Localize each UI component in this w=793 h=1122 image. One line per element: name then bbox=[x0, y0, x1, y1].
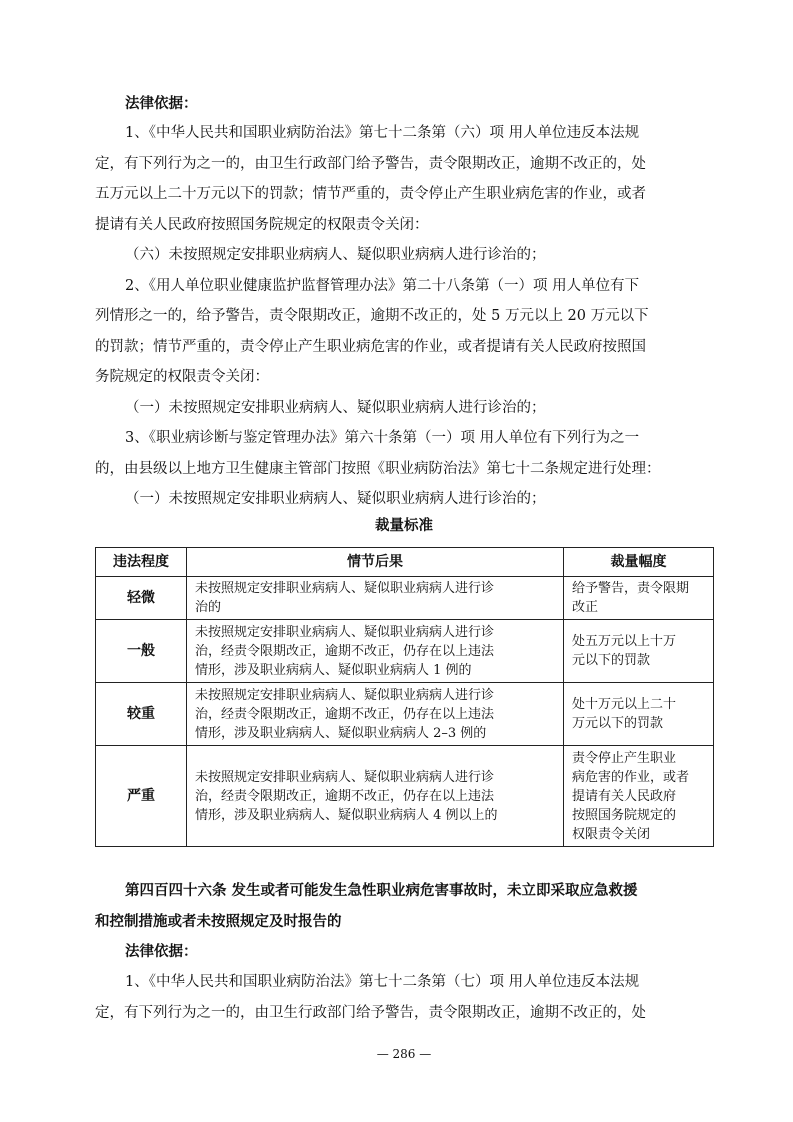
cell-line: 未按照规定安排职业病病人、疑似职业病病人进行诊 bbox=[195, 624, 495, 640]
cell-line: 元以下的罚款 bbox=[572, 653, 651, 668]
cell-line: 情形，涉及职业病病人、疑似职业病病人 4 例以上的 bbox=[195, 807, 498, 823]
paragraph-line: 的，由县级以上地方卫生健康主管部门按照《职业病防治法》第七十二条规定进行处理： bbox=[95, 460, 661, 477]
cell-line: 处十万元以上二十 bbox=[572, 697, 677, 712]
article-title-line: 第四百四十六条 发生或者可能发生急性职业病危害事故时，未立即采取应急救援 bbox=[125, 883, 638, 899]
header-violation-level: 违法程度 bbox=[96, 548, 187, 577]
paragraph-line: 1、《中华人民共和国职业病防治法》第七十二条第（六）项 用人单位违反本法规 bbox=[125, 125, 640, 141]
table-row bbox=[96, 746, 714, 847]
cell-line: 病危害的作业，或者 bbox=[572, 769, 690, 785]
article-title bbox=[95, 876, 638, 937]
discretion-standard-table bbox=[95, 547, 714, 847]
cell-line: 权限责令关闭 bbox=[572, 826, 651, 842]
cell-line: 情形，涉及职业病病人、疑似职业病病人 2–3 例的 bbox=[195, 725, 487, 741]
cell-line: 给予警告，责令限期 bbox=[572, 581, 690, 596]
cell-line: 情形，涉及职业病病人、疑似职业病病人 1 例的 bbox=[195, 662, 472, 678]
paragraph-line: （一）未按照规定安排职业病病人、疑似职业病病人进行诊治的； bbox=[125, 491, 546, 507]
paragraph-line: 提请有关人民政府按照国务院规定的权限责令关闭： bbox=[95, 216, 429, 233]
table-row bbox=[96, 577, 714, 620]
circumstance-cell bbox=[187, 746, 564, 847]
circumstance-cell bbox=[187, 683, 564, 746]
paragraph-line: 五万元以上二十万元以下的罚款；情节严重的，责令停止产生职业病危害的作业，或者 bbox=[95, 186, 646, 202]
cell-line: 治，经责令限期改正，逾期不改正，仍存在以上违法 bbox=[195, 643, 495, 659]
paragraph-line: 2、《用人单位职业健康监护监督管理办法》第二十八条第（一）项 用人单位有下 bbox=[125, 277, 640, 294]
cell-line: 按照国务院规定的 bbox=[572, 807, 677, 823]
cell-line: 未按照规定安排职业病病人、疑似职业病病人进行诊 bbox=[195, 581, 495, 596]
level-cell: 轻微 bbox=[96, 577, 187, 620]
cell-line: 万元以下的罚款 bbox=[572, 716, 664, 731]
legal-basis-body bbox=[95, 967, 646, 1028]
article-title-line: 和控制措施或者未按照规定及时报告的 bbox=[95, 913, 342, 930]
paragraph-line: 1、《中华人民共和国职业病防治法》第七十二条第（七）项 用人单位违反本法规 bbox=[125, 974, 640, 990]
paragraph-line: 的罚款；情节严重的，责令停止产生职业病危害的作业，或者提请有关人民政府按照国 bbox=[95, 338, 646, 355]
page-number: — 286 — bbox=[376, 1047, 432, 1061]
penalty-cell bbox=[564, 577, 714, 620]
cell-line: 未按照规定安排职业病病人、疑似职业病病人进行诊 bbox=[195, 769, 495, 785]
cell-line: 未按照规定安排职业病病人、疑似职业病病人进行诊 bbox=[195, 687, 495, 703]
circumstance-cell bbox=[187, 620, 564, 683]
paragraph-line: （六）未按照规定安排职业病病人、疑似职业病病人进行诊治的； bbox=[125, 247, 546, 263]
penalty-cell bbox=[564, 620, 714, 683]
level-cell: 严重 bbox=[96, 746, 187, 847]
paragraph-line: （一）未按照规定安排职业病病人、疑似职业病病人进行诊治的； bbox=[125, 399, 546, 416]
table-title: 裁量标准 bbox=[375, 518, 433, 534]
cell-line: 处五万元以上十万 bbox=[572, 634, 677, 649]
paragraph-line: 定，有下列行为之一的，由卫生行政部门给予警告，责令限期改正，逾期不改正的，处 bbox=[95, 155, 646, 172]
penalty-cell bbox=[564, 683, 714, 746]
level-cell: 一般 bbox=[96, 620, 187, 683]
level-cell: 较重 bbox=[96, 683, 187, 746]
cell-line: 治，经责令限期改正，逾期不改正，仍存在以上违法 bbox=[195, 788, 495, 804]
legal-basis-heading: 法律依据： bbox=[125, 944, 198, 960]
table-row bbox=[96, 620, 714, 683]
legal-basis-heading: 法律依据： bbox=[125, 96, 198, 112]
cell-line: 治，经责令限期改正，逾期不改正，仍存在以上违法 bbox=[195, 706, 495, 722]
penalty-cell bbox=[564, 746, 714, 847]
cell-line: 责令停止产生职业 bbox=[572, 750, 677, 766]
table-header-row bbox=[96, 548, 714, 577]
paragraph-line: 定，有下列行为之一的，由卫生行政部门给予警告，责令限期改正，逾期不改正的，处 bbox=[95, 1004, 646, 1021]
paragraph-line: 3、《职业病诊断与鉴定管理办法》第六十条第（一）项 用人单位有下列行为之一 bbox=[125, 430, 640, 446]
paragraph-line: 列情形之一的，给予警告，责令限期改正，逾期不改正的，处 5 万元以上 20 万元以下 bbox=[95, 308, 649, 324]
paragraph-line: 务院规定的权限责令关闭： bbox=[95, 369, 269, 385]
header-circumstance: 情节后果 bbox=[187, 548, 564, 577]
cell-line: 提请有关人民政府 bbox=[572, 788, 677, 804]
cell-line: 治的 bbox=[195, 600, 222, 615]
table-row bbox=[96, 683, 714, 746]
legal-basis-body bbox=[95, 118, 661, 515]
cell-line: 改正 bbox=[572, 600, 599, 615]
header-penalty-range: 裁量幅度 bbox=[564, 548, 714, 577]
circumstance-cell bbox=[187, 577, 564, 620]
